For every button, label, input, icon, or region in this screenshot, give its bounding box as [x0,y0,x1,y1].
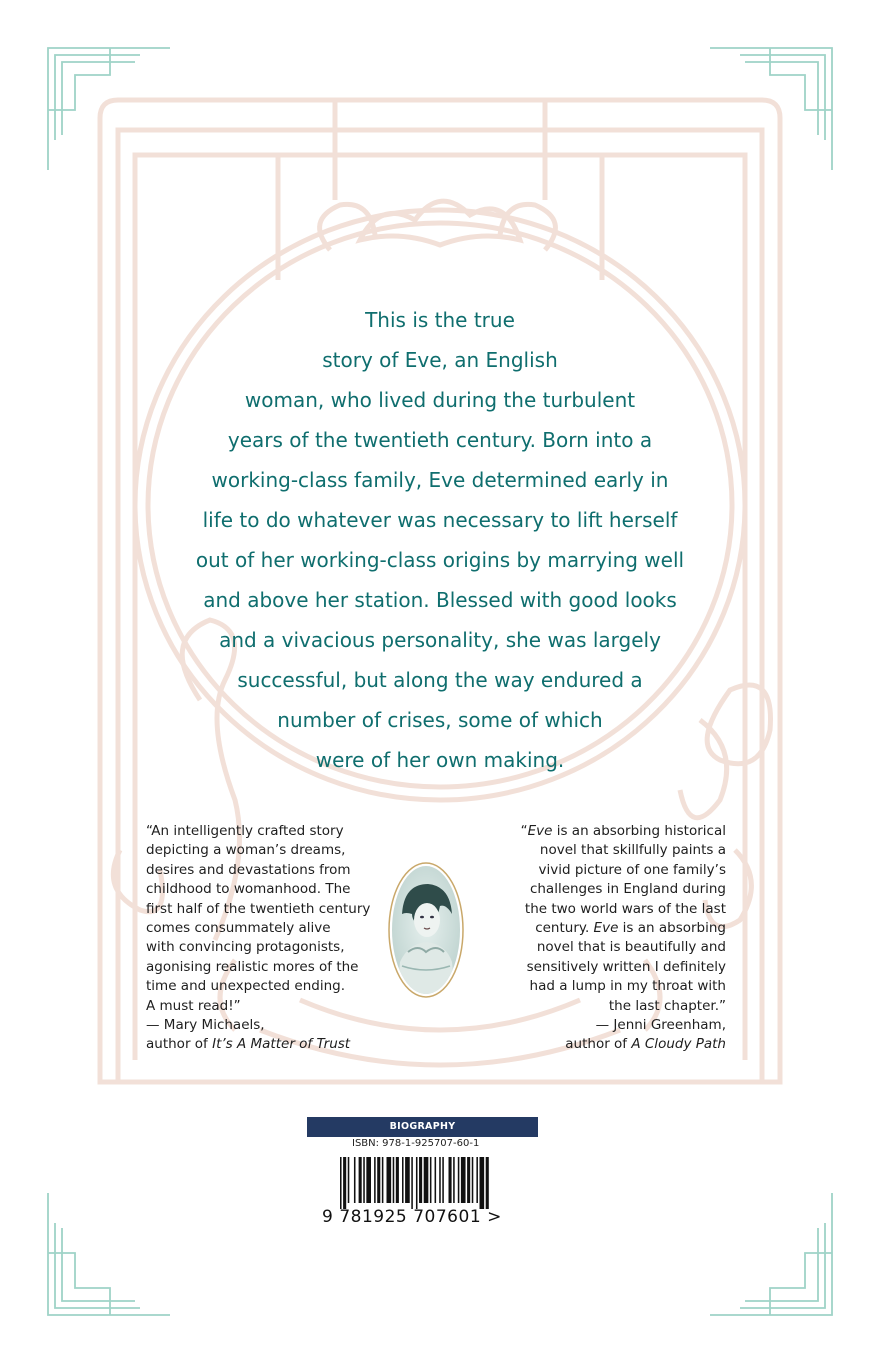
quote-line: novel that is beautifully and [536,939,726,956]
barcode-bar [377,1157,380,1203]
barcode-bar [393,1157,395,1203]
barcode-icon [320,1153,520,1209]
barcode-bar [374,1157,376,1203]
corner-ornament-bottom-left [48,1193,170,1315]
quote-line: novel that skillfully paints a [539,842,726,859]
quote-line: vivid picture of one family’s [538,861,726,878]
quote-line: “An intelligently crafted story [146,823,344,839]
barcode-bar [348,1157,350,1203]
barcode-bar [424,1157,429,1203]
blurb-line: number of crises, some of which [277,708,603,732]
blurb-line: woman, who lived during the turbulent [244,388,636,412]
quote-line: had a lump in my throat with [529,978,726,995]
barcode-bar [439,1157,441,1203]
barcode-bar [480,1157,485,1209]
quote-author-line [476,1035,726,1054]
corner-ornament-top-right [710,48,832,170]
author-book-title: It’s A Matter of Trust [212,1036,351,1053]
barcode-bar [458,1157,460,1203]
barcode-bar [340,1157,342,1209]
blurb-line: and a vivacious personality, she was largely [219,628,661,652]
quote-line: A must read!” [146,997,241,1014]
barcode-bar [382,1157,384,1203]
barcode-bar [453,1157,455,1203]
barcode-bar [411,1157,413,1209]
quote-text: is an absorbing [618,920,726,937]
barcode-bar [430,1157,432,1203]
barcode-bar [419,1157,422,1203]
quote-line: depicting a woman’s dreams, [146,842,346,859]
quote-line [476,919,726,938]
blurb-line: and above her station. Blessed with good looks [203,588,677,612]
barcode-bar [476,1157,478,1203]
isbn-label: ISBN: 978-1-925707-60-1 [352,1138,480,1149]
barcode-bar [435,1157,437,1203]
blurb-line: years of the twentieth century. Born into a [227,428,653,452]
barcode-bar [467,1157,470,1203]
barcode-bar [405,1157,410,1203]
quote-line: desires and devastations from [146,861,351,878]
blurb-line: successful, but along the way endured a [237,668,643,692]
barcode-digits-group2: 707601 [413,1207,482,1227]
barcode-bar [486,1157,489,1209]
corner-ornament-top-left [48,48,170,170]
quote-line: agonising realistic mores of the [146,958,359,975]
barcode-bar [472,1157,474,1203]
quote-text: century. [535,920,594,937]
quote-line: challenges in England during [529,881,726,898]
quote-line [476,822,726,841]
quote-line: childhood to womanhood. The [146,881,351,898]
portrait-photo-icon [388,862,464,998]
blurb-line: life to do whatever was necessary to lift herself [202,508,678,532]
quote-line: the two world wars of the last [524,900,726,917]
quote-attribution: — Mary Michaels, [146,1017,265,1034]
barcode-bar [396,1157,399,1203]
book-title-eve: Eve [593,920,619,937]
barcode-bar [366,1157,371,1203]
author-book-title: A Cloudy Path [631,1036,726,1053]
quote-line: the last chapter.” [608,997,726,1014]
quote-line: comes consummately alive [146,920,331,937]
barcode-bar [359,1157,362,1203]
quote-line: with convincing protagonists, [146,939,345,956]
barcode-bar [449,1157,452,1203]
barcode-bar [363,1157,365,1203]
quote-line: time and unexpected ending. [146,978,346,995]
barcode-bar [354,1157,356,1203]
barcode-digits-group1: 781925 [339,1207,408,1227]
blurb-line: out of her working-class origins by marrying well [195,548,685,572]
blurb-line: story of Eve, an English [322,348,558,372]
blurb-text [150,300,730,780]
blurb-line: This is the true [365,308,515,332]
quote-author-line [146,1035,394,1054]
barcode-bar [416,1157,418,1209]
quote-text: is an absorbing historical [552,823,726,839]
book-title-eve: Eve [527,823,553,839]
review-quote-left [146,822,394,1055]
barcode-bar [461,1157,466,1203]
open-quote: “ [520,823,528,839]
corner-ornament-bottom-right [710,1193,832,1315]
author-prefix: author of [565,1036,632,1053]
barcode-bar [343,1157,346,1209]
barcode-arrow: > [487,1207,502,1227]
barcode-bar [402,1157,404,1203]
barcode-bar [387,1157,392,1203]
review-quote-right [476,822,726,1055]
author-prefix: author of [146,1036,213,1053]
quote-attribution: — Jenni Greenham, [595,1017,726,1034]
barcode-bar [442,1157,444,1203]
blurb-line: working-class family, Eve determined early in [211,468,669,492]
barcode-digit-lead: 9 [322,1207,334,1227]
barcode-digits [322,1207,502,1227]
quote-line: first half of the twentieth century [146,900,371,917]
quote-line: sensitively written I definitely [526,958,726,975]
category-label: BIOGRAPHY [307,1117,538,1137]
blurb-line: were of her own making. [315,748,565,772]
